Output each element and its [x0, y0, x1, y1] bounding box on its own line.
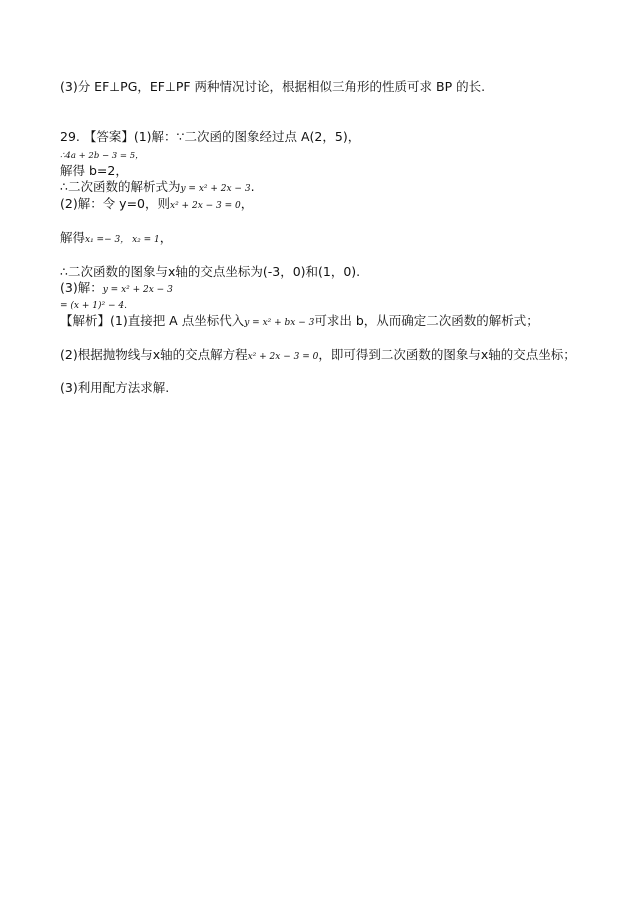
text-segment: 解得	[60, 230, 86, 245]
text-segment: (3)解：	[60, 280, 103, 295]
text-line-part2	[60, 196, 253, 214]
text-line-equation-1	[60, 146, 144, 164]
formula: y = x² + 2x − 3	[102, 285, 173, 295]
text-line-roots	[60, 230, 172, 248]
text-segment: 可求出 b，从而确定二次函数的解析式；	[314, 313, 539, 328]
formula: y = x² + 2x − 3	[180, 184, 251, 194]
formula: x² + 2x − 3 = 0	[247, 352, 319, 362]
text-line-analysis-2	[60, 347, 576, 365]
text-segment: .	[250, 179, 255, 194]
text-segment: ，	[159, 230, 173, 245]
text-line-completed-square	[60, 296, 127, 314]
text-segment: ∴二次函数的解析式为	[60, 179, 181, 194]
text-line-function-expression	[60, 179, 255, 197]
text-line-answer-29: 29. 【答案】(1)解：∵二次函的图象经过点 A(2，5)，	[60, 129, 361, 144]
text-segment: (2)根据抛物线与x轴的交点解方程	[60, 347, 248, 362]
formula: = (x + 1)² − 4.	[60, 301, 127, 311]
text-segment: ，	[240, 196, 254, 211]
text-line-analysis-1	[60, 313, 539, 331]
text-line-part3-hint: (3)分 EF⊥PG，EF⊥PF 两种情况讨论，根据相似三角形的性质可求 BP 的长.	[60, 79, 486, 94]
formula: x² + 2x − 3 = 0	[170, 201, 241, 211]
text-line-intersections: ∴二次函数的图象与x轴的交点坐标为(-3，0)和(1，0).	[60, 264, 361, 279]
text-segment: 【解析】(1)直接把 A 点坐标代入	[60, 313, 245, 328]
text-segment: (2)解：令 y=0，则	[60, 196, 171, 211]
formula: x₁ =− 3， x₂ = 1	[85, 235, 160, 245]
text-line-analysis-3: (3)利用配方法求解.	[60, 380, 170, 395]
text-line-solve-b: 解得 b=2，	[60, 163, 128, 178]
formula: y = x² + bx − 3	[244, 318, 315, 328]
text-segment: ，即可得到二次函数的图象与x轴的交点坐标；	[318, 347, 576, 362]
equation: ∴4a + 2b − 3 = 5，	[60, 151, 144, 161]
